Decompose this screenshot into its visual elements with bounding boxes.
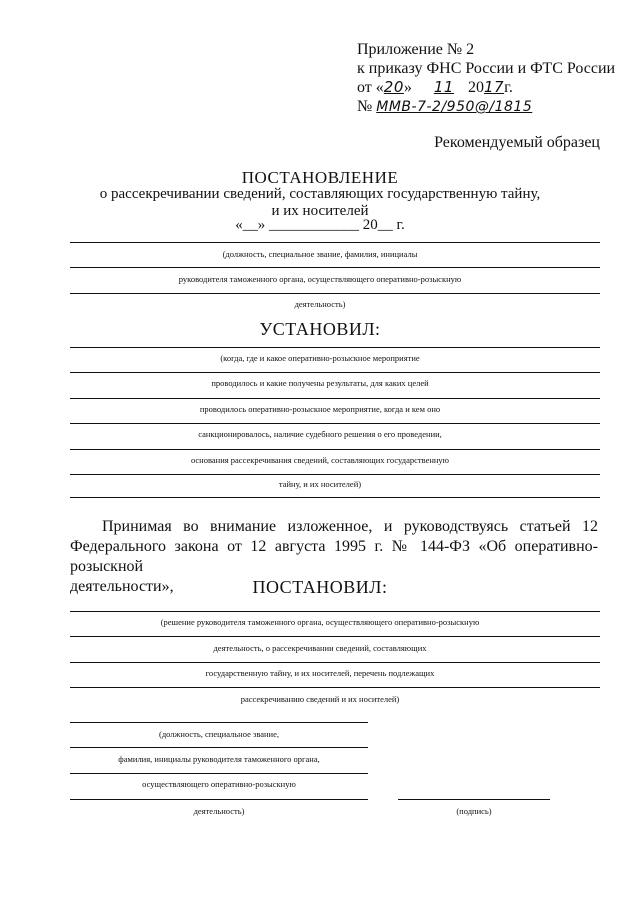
field-caption: государственную тайну, и их носителей, перечень подлежащих [205, 668, 435, 678]
order-line: к приказу ФНС России и ФТС России [357, 60, 616, 77]
signature-caption: осуществляющего оперативно-розыскную [142, 779, 296, 789]
form-line [70, 474, 600, 475]
date-day-handwritten: 20 [383, 78, 404, 96]
document-subtitle-2: и их носителей [271, 203, 369, 219]
form-line [70, 347, 600, 348]
form-line [70, 636, 600, 637]
established-heading: УСТАНОВИЛ: [259, 319, 381, 339]
order-date-line [357, 78, 513, 97]
document-title: ПОСТАНОВЛЕНИЕ [241, 168, 399, 187]
form-line [70, 242, 600, 243]
date-prefix: от « [357, 79, 384, 96]
order-number-line [357, 97, 532, 117]
form-line [70, 423, 600, 424]
form-line [70, 372, 600, 373]
signature-form-line [70, 799, 368, 800]
form-line [70, 662, 600, 663]
form-line [70, 398, 600, 399]
form-line [70, 687, 600, 688]
paragraph-line: Принимая во внимание изложенное, и руководствуясь статьей 12 [102, 518, 598, 535]
number-prefix: № [357, 98, 373, 115]
form-line [70, 497, 600, 498]
signature-caption: (должность, специальное звание, [158, 729, 280, 739]
paragraph-line: деятельности», [70, 578, 174, 595]
signature-line [398, 799, 550, 800]
date-tail: г. [504, 79, 513, 96]
form-line [70, 449, 600, 450]
document-date-line: «__» ____________ 20__ г. [235, 217, 405, 233]
field-caption: руководителя таможенного органа, осуществляющего оперативно-розыскную [178, 274, 462, 284]
signature-caption: деятельность) [193, 806, 245, 816]
appendix-label: Приложение № 2 [357, 41, 475, 58]
paragraph-line: Федерального закона от 12 августа 1995 г. № 144-ФЗ «Об оперативно-розыскной [70, 538, 598, 575]
field-caption: (когда, где и какое оперативно-розыскное мероприятие [220, 353, 420, 363]
signature-form-line [70, 747, 368, 748]
date-year-handwritten: 17 [483, 78, 505, 96]
field-caption: деятельность) [294, 299, 346, 309]
field-caption: (должность, специальное звание, фамилия, инициалы [222, 249, 418, 259]
form-line [70, 611, 600, 612]
field-caption: (решение руководителя таможенного органа, осуществляющего оперативно-розыскную [160, 617, 480, 627]
signature-label: (подпись) [456, 806, 492, 816]
recommended-sample-label: Рекомендуемый образец [434, 134, 600, 151]
field-caption: проводилось оперативно-розыскное мероприятие, когда и кем оно [199, 404, 441, 414]
field-caption: санкционировалось, наличие судебного решения о его проведении, [198, 429, 442, 439]
signature-form-line [70, 722, 368, 723]
signature-form-line [70, 773, 368, 774]
field-caption: основания рассекречивания сведений, составляющих государственную [190, 455, 450, 465]
date-mid: » [403, 79, 412, 96]
date-month-handwritten: 11 [433, 78, 454, 96]
order-number-handwritten: ММВ-7-2/950@/1815 [376, 99, 533, 115]
field-caption: проводилось и какие получены результаты, для каких целей [211, 378, 429, 388]
field-caption: рассекречиванию сведений и их носителей) [240, 694, 400, 704]
field-caption: тайну, и их носителей) [278, 479, 362, 489]
date-year-prefix: 20 [467, 79, 484, 96]
field-caption: деятельность, о рассекречивании сведений, составляющих [213, 643, 427, 653]
signature-caption: фамилия, инициалы руководителя таможенного органа, [118, 754, 320, 764]
form-line [70, 267, 600, 268]
form-line [70, 293, 600, 294]
decreed-heading: ПОСТАНОВИЛ: [252, 577, 388, 597]
document-subtitle-1: о рассекречивании сведений, составляющих государственную тайну, [99, 186, 541, 202]
